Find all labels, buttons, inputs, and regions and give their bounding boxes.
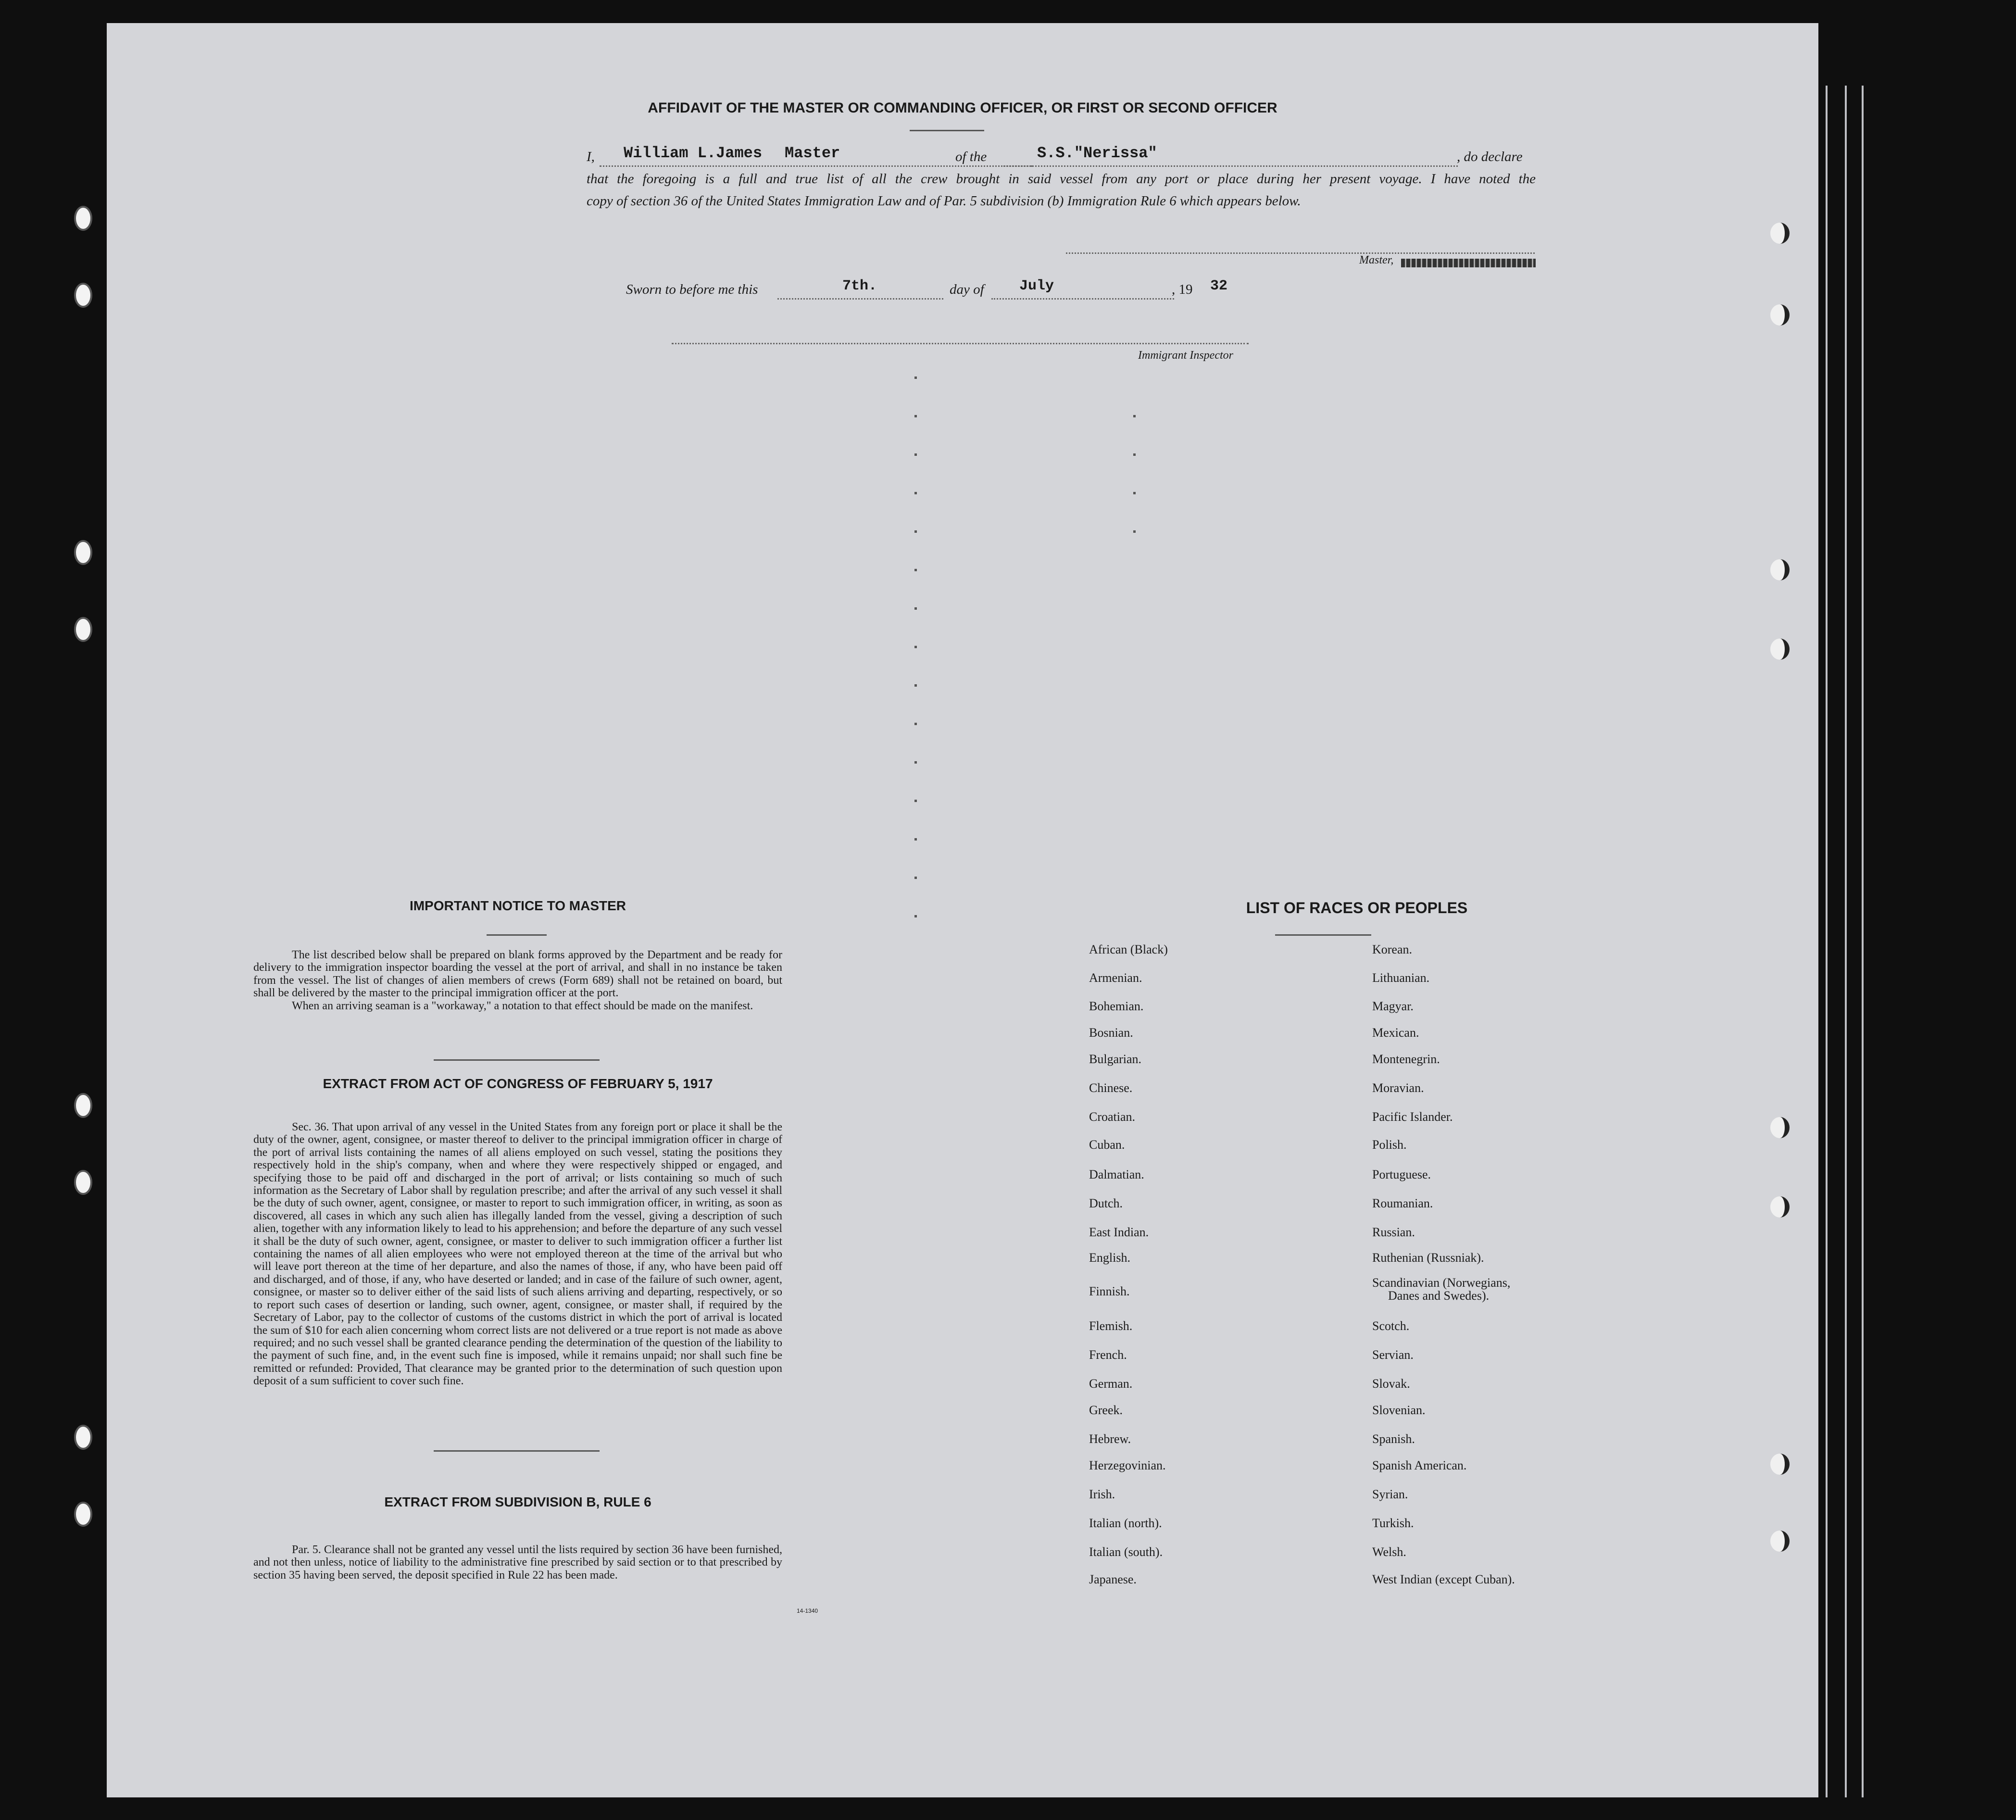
mark-dot — [914, 915, 917, 917]
race-right-item: Korean. — [1372, 942, 1413, 956]
race-left-item: Greek. — [1089, 1403, 1123, 1417]
punch-hole — [74, 1502, 92, 1527]
race-left-item: Irish. — [1089, 1487, 1115, 1501]
extract-act-text — [253, 1121, 782, 1388]
inspector-signature-line — [672, 343, 1249, 344]
inspector-label: Immigrant Inspector — [1138, 349, 1233, 362]
sworn-month-line — [991, 298, 1174, 300]
affidavit-i-label: I, — [587, 149, 595, 164]
races-title: LIST OF RACES OR PEOPLES — [1246, 899, 1468, 916]
vessel-name: S.S."Nerissa" — [1037, 144, 1157, 162]
race-right-item: Lithuanian. — [1372, 971, 1430, 985]
master-name: William L.James — [624, 144, 763, 162]
race-left-item: Bohemian. — [1089, 999, 1144, 1013]
punch-hole — [74, 1170, 92, 1195]
race-right-item: Slovak. — [1372, 1377, 1410, 1391]
race-right-item: Scotch. — [1372, 1319, 1410, 1333]
race-left-item: English. — [1089, 1251, 1130, 1265]
mark-dot — [1133, 492, 1136, 494]
punch-hole — [1770, 304, 1790, 326]
race-right-item: Spanish. — [1372, 1432, 1415, 1446]
day-of-label: day of — [950, 282, 984, 297]
extract-rule-paragraph: Par. 5. Clearance shall not be granted any vessel until the lists required by section 36 have been furnished, and not then unless, notice of liability to the administrative fine prescribed by said section or to that prescribed by section 35 having been served, the deposit specified in Rule 22 has been made. — [253, 1544, 782, 1582]
punch-hole — [74, 1425, 92, 1450]
race-right-item: Welsh. — [1372, 1545, 1406, 1559]
mark-dot — [914, 646, 917, 648]
punch-hole — [74, 1093, 92, 1118]
mark-dot — [914, 684, 917, 687]
race-right-item: Polish. — [1372, 1138, 1407, 1152]
race-right-item: Spanish American. — [1372, 1458, 1467, 1472]
race-left-item: Dutch. — [1089, 1196, 1123, 1210]
punch-hole — [74, 540, 92, 565]
punch-hole — [1770, 559, 1790, 580]
sworn-label: Sworn to before me this — [626, 282, 758, 297]
notice-title: IMPORTANT NOTICE TO MASTER — [409, 898, 626, 913]
race-left-item: Italian (south). — [1089, 1545, 1163, 1559]
section-rule — [434, 1450, 600, 1452]
mark-dot — [914, 492, 917, 494]
race-left-item: French. — [1089, 1348, 1127, 1362]
race-right-item: Danes and Swedes). — [1388, 1289, 1490, 1303]
sworn-year: 32 — [1210, 278, 1228, 294]
race-left-item: Hebrew. — [1089, 1432, 1131, 1446]
punch-hole — [1770, 223, 1790, 244]
extract-rule-title: EXTRACT FROM SUBDIVISION B, RULE 6 — [384, 1494, 651, 1509]
form-number: 14-1340 — [797, 1607, 818, 1614]
sworn-month: July — [1019, 278, 1054, 294]
master-rank: Master — [785, 144, 840, 162]
race-right-item: Magyar. — [1372, 999, 1414, 1013]
notice-paragraph-2: When an arriving seaman is a "workaway," a notation to that effect should be made on the manifest. — [292, 999, 753, 1012]
race-right-item: Turkish. — [1372, 1516, 1414, 1530]
mark-dot — [914, 453, 917, 456]
page-edge — [1826, 86, 1828, 1797]
race-left-item: Bosnian. — [1089, 1026, 1133, 1040]
notice-paragraph-1: The list described below shall be prepared on blank forms approved by the Department and be ready for delivery to the immigration inspector boarding the vessel at the port of arrival, and shall in no instance be taken from the vessel. The list of changes of alien members of crews (Form 689) shall not be retained on board, but shall be delivered by the master to the principal immigration officer at the port. — [253, 949, 782, 1000]
race-right-item: Roumanian. — [1372, 1196, 1433, 1210]
punch-hole — [74, 283, 92, 308]
page-edge — [1862, 86, 1864, 1797]
race-left-item: African (Black) — [1089, 942, 1168, 956]
page-edge — [1845, 86, 1847, 1797]
mark-dot — [1133, 453, 1136, 456]
mark-dot — [1133, 530, 1136, 533]
punch-hole — [74, 617, 92, 642]
punch-hole — [1770, 1454, 1790, 1475]
master-label: Master, — [1359, 254, 1394, 266]
race-right-item: Pacific Islander. — [1372, 1110, 1453, 1124]
race-right-item: Portuguese. — [1372, 1167, 1431, 1181]
race-left-item: Armenian. — [1089, 971, 1142, 985]
race-left-item: Croatian. — [1089, 1110, 1136, 1124]
document-page — [107, 23, 1818, 1797]
extract-act-title: EXTRACT FROM ACT OF CONGRESS OF FEBRUARY 5, 1917 — [323, 1076, 713, 1091]
mark-dot — [1133, 415, 1136, 417]
mark-dot — [914, 838, 917, 841]
punch-hole — [1770, 639, 1790, 660]
race-right-item: West Indian (except Cuban). — [1372, 1572, 1515, 1586]
race-left-item: East Indian. — [1089, 1225, 1149, 1239]
punch-hole — [1770, 1196, 1790, 1218]
section-rule — [434, 1059, 600, 1061]
sworn-day-line — [777, 298, 943, 300]
mark-dot — [914, 607, 917, 610]
vessel-field-line — [1001, 165, 1458, 167]
of-the-label: of the — [955, 149, 987, 164]
race-right-item: Montenegrin. — [1372, 1052, 1440, 1066]
mark-dot — [914, 761, 917, 764]
affidavit-title: AFFIDAVIT OF THE MASTER OR COMMANDING OFFICER, OR FIRST OR SECOND OFFICER — [648, 100, 1277, 116]
mark-dot — [914, 877, 917, 879]
mark-dot — [914, 415, 917, 417]
race-left-item: Dalmatian. — [1089, 1167, 1144, 1181]
extract-rule-text — [253, 1544, 782, 1582]
race-right-item: Syrian. — [1372, 1487, 1408, 1501]
race-left-item: Herzegovinian. — [1089, 1458, 1166, 1472]
punch-hole — [1770, 1117, 1790, 1138]
title-rule — [910, 130, 984, 131]
race-left-item: Finnish. — [1089, 1284, 1130, 1298]
sworn-day: 7th. — [842, 278, 877, 294]
mark-dot — [914, 377, 917, 379]
name-field-line — [600, 165, 1032, 167]
race-left-item: German. — [1089, 1377, 1133, 1391]
races-rule — [1275, 934, 1371, 936]
race-right-item: Moravian. — [1372, 1081, 1424, 1095]
race-left-item: Cuban. — [1089, 1138, 1125, 1152]
race-right-item: Slovenian. — [1372, 1403, 1426, 1417]
race-left-item: Flemish. — [1089, 1319, 1133, 1333]
race-left-item: Chinese. — [1089, 1081, 1133, 1095]
mark-dot — [914, 723, 917, 725]
do-declare-label: , do declare — [1457, 149, 1523, 164]
race-left-item: Japanese. — [1089, 1572, 1137, 1586]
race-left-item: Italian (north). — [1089, 1516, 1162, 1530]
affidavit-line-2: that the foregoing is a full and true list of all the crew brought in said vessel from any port or place during her present voyage. I have noted the — [587, 171, 1536, 187]
race-left-item: Bulgarian. — [1089, 1052, 1142, 1066]
struck-out-text — [1401, 259, 1536, 267]
master-signature-line — [1066, 252, 1535, 254]
notice-rule — [487, 934, 547, 936]
race-right-item: Mexican. — [1372, 1026, 1419, 1040]
race-right-item: Servian. — [1372, 1348, 1414, 1362]
affidavit-line-3: copy of section 36 of the United States Immigration Law and of Par. 5 subdivision (b) Immigration Rule 6 which appears below. — [587, 193, 1301, 209]
punch-hole — [1770, 1531, 1790, 1552]
mark-dot — [914, 530, 917, 533]
extract-act-paragraph: Sec. 36. That upon arrival of any vessel in the United States from any foreign port or place it shall be the duty of the owner, agent, consignee, or master thereof to deliver to the principal immigration officer in charge of the port of arrival lists containing the names of all aliens employed on such vessel, stating the positions they respectively hold in the ship's company, when and where they were respectively shipped or engaged, and specifying those to be paid off and discharged in the port of arrival; or lists containing so much of such information as the Secretary of Labor shall by regulation prescribe; and after the arrival of any such vessel it shall be the duty of such owner, agent, consignee, or master to report to such immigration officer, in writing, as soon as discovered, all cases in which any such alien has illegally landed from the vessel, giving a description of such alien, together with any information likely to lead to his apprehension; and before the departure of any such vessel it shall be the duty of such owner, agent, consignee, or master to deliver to such immigration officer a further list containing the names of all alien employees who were not employed thereon at the time of the arrival but who will leave port thereon at the time of her departure, and also the names of those, if any, who have been paid off and discharged, and of those, if any, who have deserted or landed; and in case of the failure of such owner, agent, consignee, or master so to deliver either of the said lists of such aliens arriving and departing, respectively, or so to report such cases of desertion or landing, such owner, agent, consignee, or master shall, if required by the Secretary of Labor, pay to the collector of customs of the customs district in which the port of arrival is located the sum of $10 for each alien concerning whom correct lists are not delivered or a true report is not made as above required; and no such vessel shall be granted clearance pending the determination of the question of the liability to the payment of such fine, and, in the event such fine is imposed, while it remains unpaid; nor shall such fine be remitted or refunded: Provided, That clearance may be granted prior to the determination of such question upon deposit of a sum sufficient to cover such fine. — [253, 1121, 782, 1388]
mark-dot — [914, 569, 917, 571]
mark-dot — [914, 800, 917, 802]
race-right-item: Scandinavian (Norwegians, — [1372, 1276, 1511, 1290]
race-right-item: Ruthenian (Russniak). — [1372, 1251, 1484, 1265]
notice-text — [253, 949, 782, 1012]
race-right-item: Russian. — [1372, 1225, 1415, 1239]
punch-hole — [74, 206, 92, 231]
year-prefix: , 19 — [1172, 282, 1193, 297]
